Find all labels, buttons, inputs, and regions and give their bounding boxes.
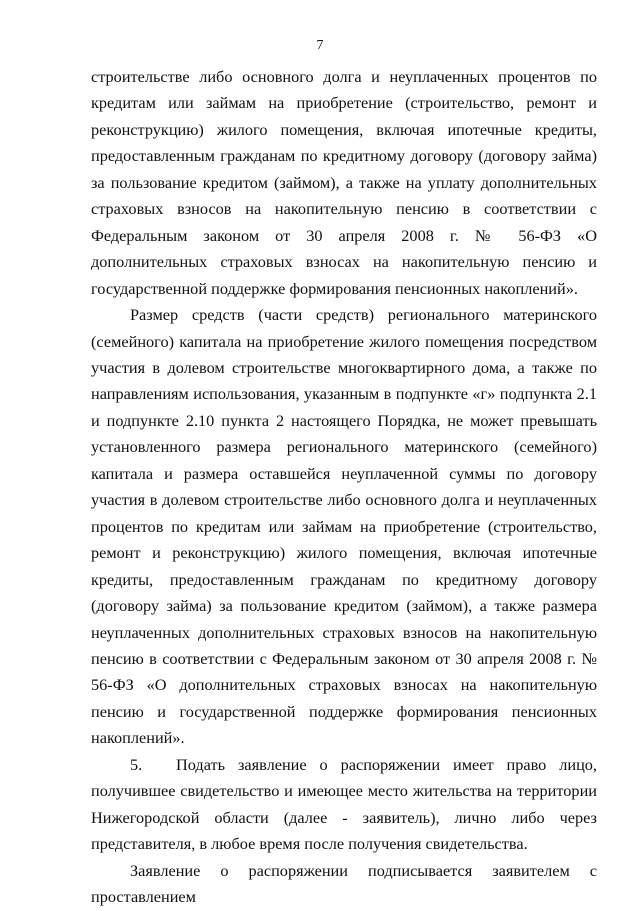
- page-number: 7: [316, 38, 324, 53]
- document-body: [91, 64, 597, 911]
- paragraph-capital-amount: Размер средств (части средств) регионального материнского (семейного) капитала на приобретение жилого помещения посредством участия в долевом строительстве многоквартирного дома, а также по направлениям использования, указанным в подпункте «г» подпункта 2.1 и подпункте 2.10 пункта 2 настоящего Порядка, не может превышать установленного размера регионального материнского (семейного) капитала и размера оставшейся неуплаченной суммы по договору участия в долевом строительстве либо основного долга и неуплаченных процентов по кредитам или займам на приобретение (строительство, ремонт и реконструкцию) жилого помещения, включая ипотечные кредиты, предоставленным гражданам по кредитному договору (договору займа) за пользование кредитом (займом), а также размера неуплаченных дополнительных страховых взносов на накопительную пенсию в соответствии с Федеральным законом от 30 апреля 2008 г. № 56-ФЗ «О дополнительных страховых взносах на накопительную пенсию и государственной поддержке формирования пенсионных накоплений».: [91, 305, 597, 748]
- item-number: 5.: [130, 754, 143, 774]
- paragraph-signature: Заявление о распоряжении подписывается заявителем с проставлением: [91, 860, 597, 907]
- paragraph-continuation: строительстве либо основного долга и неуплаченных процентов по кредитам или займам на приобретение (строительство, ремонт и реконструкцию) жилого помещения, включая ипотечные кредиты, предоставленным гражданам по кредитному договору (договору займа) за пользование кредитом (займом), а также на уплату дополнительных страховых взносов на накопительную пенсию в соответствии с Федеральным законом от 30 апреля 2008 г. № 56-ФЗ «О дополнительных страховых взносах на накопительную пенсию и государственной поддержке формирования пенсионных накоплений».: [91, 67, 597, 298]
- paragraph-item-5: [91, 752, 597, 858]
- item-5-text: Подать заявление о распоряжении имеет право лицо, получившее свидетельство и имеющее место жительства на территории Нижегородской области (далее - заявитель), лично либо через представителя, в любое время после получения свидетельства.: [91, 754, 597, 854]
